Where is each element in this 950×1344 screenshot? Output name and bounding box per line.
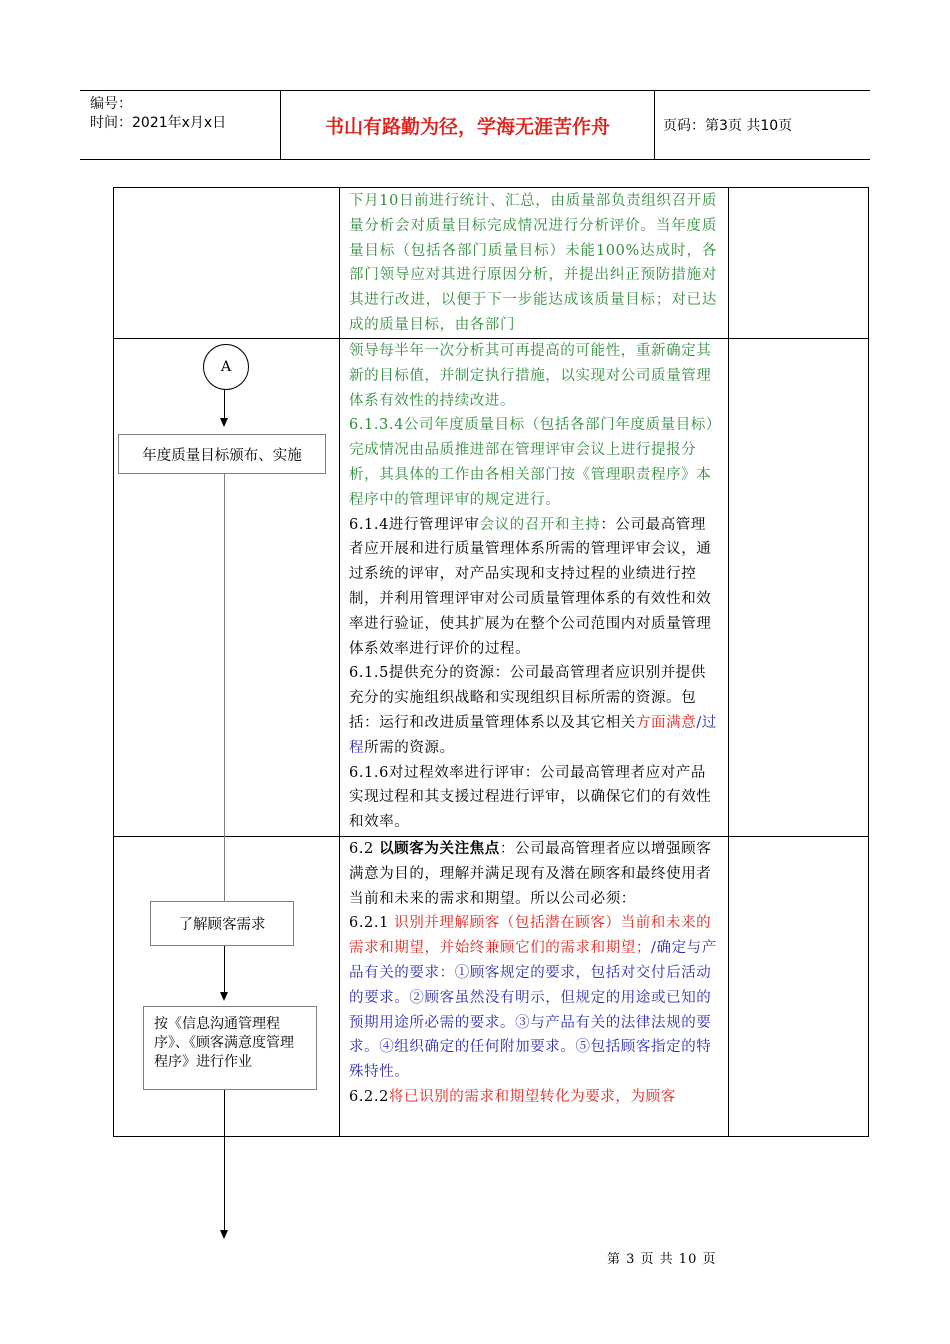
clause-6-2-1-red: 识别并理解顾客（包括潜在顾客）当前和未来的需求和期望，并始终兼顾它们的需求和期望；: [349, 915, 712, 957]
row2-paragraph-4: [349, 661, 721, 760]
row2-paragraph-2: 6.1.3.4公司年度质量目标（包括各部门年度质量目标）完成情况由品质推进部在管理评审会议上进行提报分析，其具体的工作由各相关部门按《管理职责程序》本程序中的管理评审的规定进行。: [349, 417, 714, 508]
flow-connector-line: [224, 946, 225, 992]
connector-circle: [203, 344, 249, 390]
arrow-down-icon: [220, 992, 228, 1001]
connector-label: A: [220, 359, 232, 375]
flow-box-customer-needs: [150, 901, 294, 946]
clause-6-2-1-number: 6.2.1: [349, 915, 395, 932]
header-meta: [80, 91, 281, 159]
row2-paragraph-3: [349, 513, 721, 662]
row3-paragraph-1: [349, 837, 721, 911]
clause-6-1-5-end: 所需的资源。: [364, 739, 455, 756]
row2-paragraph-1: 领导每半年一次分析其可再提高的可能性，重新确定其新的目标值，并制定执行措施，以实现对公司质量管理体系有效性的持续改进。: [349, 343, 712, 409]
row3-paragraph-2: [349, 911, 721, 1085]
column-divider: [728, 188, 729, 1136]
row1-paragraph: 下月10日前进行统计、汇总，由质量部负责组织召开质量分析会对质量目标完成情况进行分析评价。当年度质量目标（包括各部门质量目标）未能100%达成时，各部门领导应对其进行原因分析，并提出纠正预防措施对其进行改进，以便于下一步能达成该质量目标；对已达成的质量目标，由各部门: [349, 193, 717, 333]
header-page-info: 页码：第3页 共10页: [663, 118, 793, 134]
clause-6-1-5-body: 6.1.5提供充分的资源：公司最高管理者应识别并提供充分的实施组织战略和实现组织目标所需的资源。包括：运行和改进质量管理体系以及其它相关: [349, 665, 706, 731]
clause-6-1-4-prefix: 6.1.4进行管理评审: [349, 516, 480, 533]
row2-text: [349, 339, 721, 835]
header-motto: 书山有路勤为径，学海无涯苦作舟: [281, 91, 655, 159]
arrow-down-icon: [220, 1230, 228, 1239]
column-divider: [339, 188, 340, 1136]
flow-box-procedures: [143, 1006, 317, 1090]
flow-box-label: 年度质量目标颁布、实施: [142, 447, 302, 464]
document-number-label: 编号：: [90, 96, 132, 112]
row3-paragraph-3: [349, 1085, 721, 1110]
clause-6-2-title: 以顾客为关注焦点: [379, 840, 500, 857]
row3-text: [349, 837, 721, 1110]
clause-6-2-2-number: 6.2.2: [349, 1088, 389, 1105]
flow-box-annual-targets: [118, 434, 326, 474]
page-footer: 第 3 页 共 10 页: [607, 1252, 717, 1267]
clause-6-1-5-blue: /过程: [349, 714, 717, 756]
clause-6-2-number: 6.2: [349, 841, 380, 857]
clause-6-1-5-red: 方面满意: [635, 714, 697, 731]
flow-connector-line: [224, 1090, 225, 1230]
flow-box-label: 了解顾客需求: [178, 917, 266, 933]
document-date: 时间：2021年x月x日: [90, 115, 227, 131]
clause-6-2-body: ：公司最高管理者应以增强顾客满意为目的，理解并满足现有及潜在顾客和最终使用者当前和未来的需求和期望。所以公司必须：: [349, 841, 712, 907]
page-header: [80, 90, 870, 160]
flow-connector-line: [224, 388, 225, 418]
row1-text: [349, 189, 717, 338]
flow-connector-line: [224, 474, 225, 901]
clause-6-2-2-red: 将已识别的需求和期望转化为要求，为顾客: [388, 1088, 676, 1105]
flow-box-label: 按《信息沟通管理程序》、《顾客满意度管理程序》进行作业: [154, 1016, 294, 1070]
row2-paragraph-5: 6.1.6对过程效率进行评审：公司最高管理者应对产品实现过程和其支援过程进行评审，以确保它们的有效性和效率。: [349, 764, 712, 831]
clause-6-1-4-body: ：公司最高管理者应开展和进行质量管理体系所需的管理评审会议，通过系统的评审，对产品实现和支持过程的业绩进行控制，并利用管理评审对公司质量管理体系的有效性和效率进行验证，使其扩展为在整个公司范围内对质量管理体系效率进行评价的过程。: [349, 516, 712, 657]
clause-6-2-1-blue: /确定与产品有关的要求：①顾客规定的要求，包括对交付后活动的要求。②顾客虽然没有明示，但规定的用途或已知的预期用途所必需的要求。③与产品有关的法律法规的要求。④组织确定的任何附加要求。⑤包括顾客指定的特殊特性。: [349, 940, 717, 1081]
clause-6-1-4-highlight: 会议的召开和主持: [479, 516, 601, 533]
arrow-down-icon: [220, 418, 228, 427]
